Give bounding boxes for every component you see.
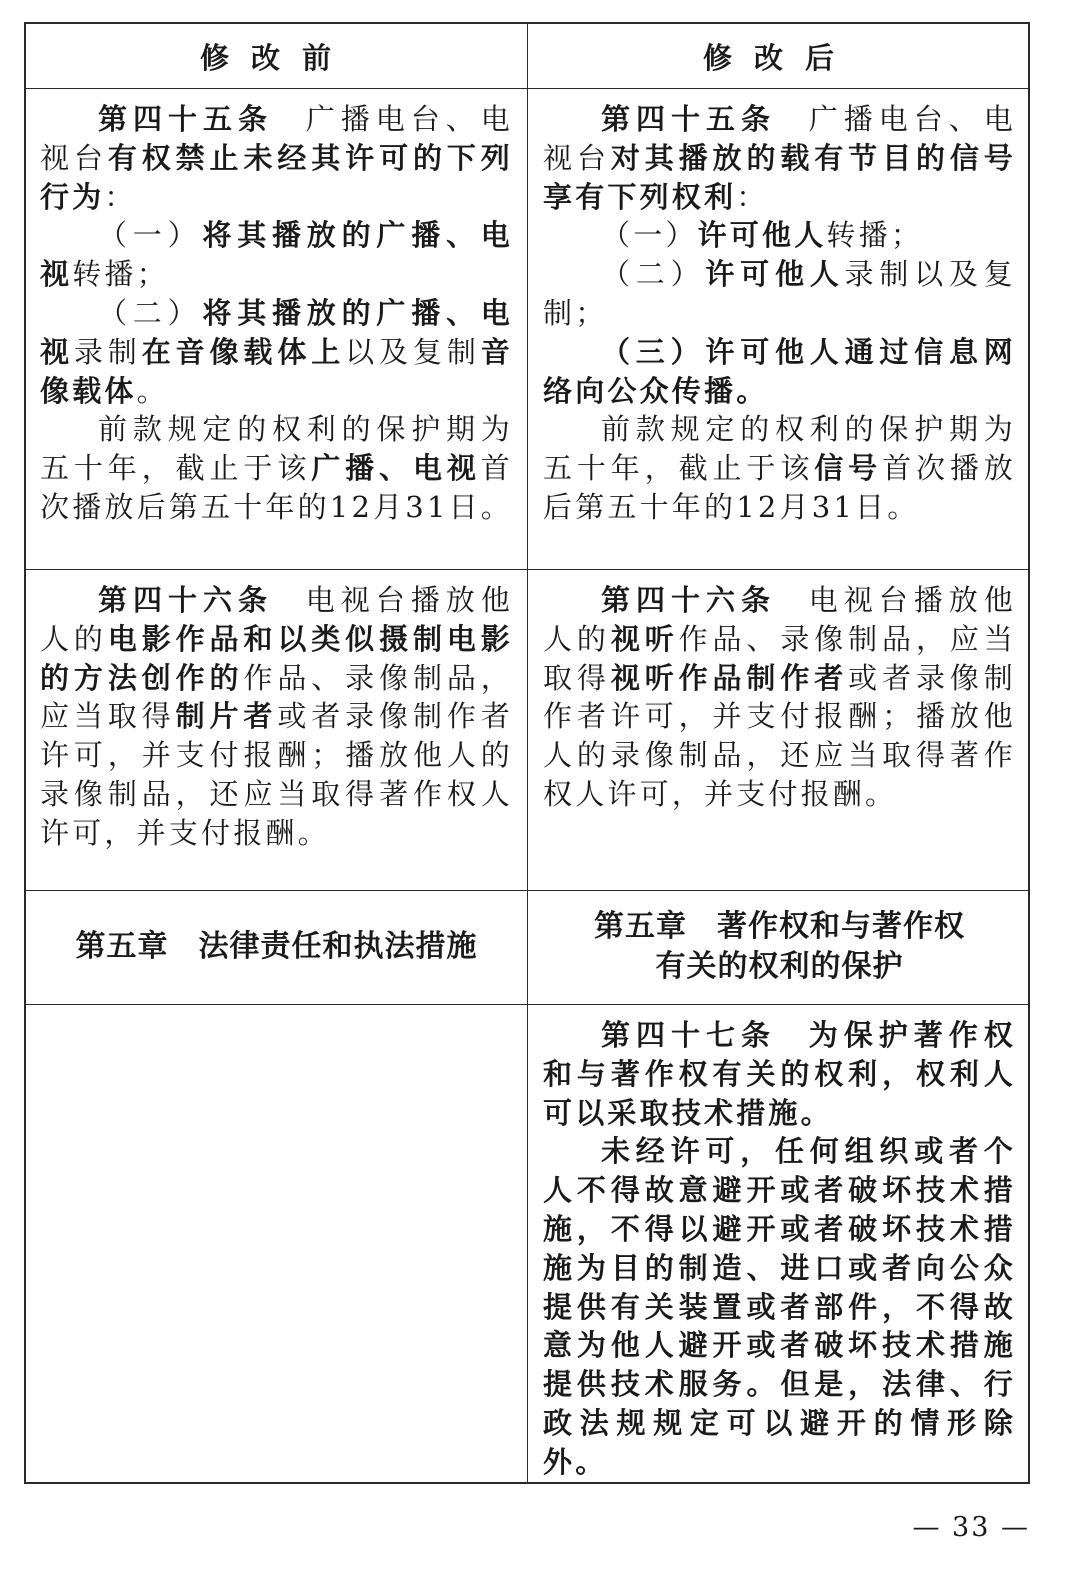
empty-cell-before (26, 1004, 527, 1484)
paragraph: （三）许可他人通过信息网络向公众传播。 (543, 334, 1016, 408)
article-number: 第四十五条 (98, 102, 273, 136)
paragraph: 未经许可，任何组织或者个人不得故意避开或者破坏技术措施，不得以避开或者破坏技术措施为目的制造、进口或者向公众提供有关装置或者部件，不得故意为他人避开或者破坏技术措施提供技术服务。但是，法律、行政法规规定可以避开的情形除外。 (543, 1134, 1016, 1479)
article-46-after (529, 569, 1030, 890)
chapter-heading-before: 第五章 法律责任和执法措施 (75, 929, 478, 964)
comparison-table (24, 22, 1030, 1484)
article-45-after (529, 88, 1030, 569)
article-number: 第四十六条 (601, 583, 776, 617)
paragraph: 第四十五条 广播电台、电视台有权禁止未经其许可的下列行为： (40, 102, 514, 214)
paragraph: 第四十六条 电视台播放他人的电影作品和以类似摄制电影的方法创作的作品、录像制品，应当取得制片者或者录像制作者许可，并支付报酬；播放他人的录像制品，还应当取得著作权人许可，并支付报酬。 (40, 583, 514, 850)
paragraph: （二）将其播放的广播、电视录制在音像载体上以及复制音像载体。 (40, 295, 513, 408)
paragraph: 第四十五条 广播电台、电视台对其播放的载有节目的信号享有下列权利： (543, 102, 1017, 214)
paragraph: 前款规定的权利的保护期为五十年，截止于该信号首次播放后第五十年的12月31日。 (543, 412, 1016, 524)
article-number: 第四十七条 (601, 1018, 776, 1052)
paragraph: （二）许可他人录制以及复制； (543, 257, 1016, 330)
paragraph: 第四十六条 电视台播放他人的视听作品、录像制品，应当取得视听作品制作者或者录像制作者许可，并支付报酬；播放他人的录像制品，还应当取得著作权人许可，并支付报酬。 (543, 583, 1016, 811)
article-47-after (529, 1004, 1030, 1484)
column-divider (527, 24, 528, 1482)
paragraph: （一）许可他人转播； (601, 218, 924, 253)
paragraph: 前款规定的权利的保护期为五十年，截止于该广播、电视首次播放后第五十年的12月31日。 (40, 412, 514, 524)
column-header-before: 修改前 (199, 40, 353, 75)
chapter-heading-after: 第五章 著作权和与著作权 有关的权利的保护 (594, 909, 965, 984)
paragraph: （一）将其播放的广播、电视转播； (40, 218, 513, 292)
paragraph: 第四十七条 为保护著作权和与著作权有关的权利，权利人可以采取技术措施。 (543, 1018, 1016, 1130)
page-number: — 33 — (912, 1512, 1030, 1543)
article-number: 第四十五条 (601, 102, 776, 136)
article-45-before (26, 88, 527, 569)
article-number: 第四十六条 (98, 583, 273, 617)
column-header-after: 修改后 (702, 40, 856, 75)
article-46-before (26, 569, 527, 890)
